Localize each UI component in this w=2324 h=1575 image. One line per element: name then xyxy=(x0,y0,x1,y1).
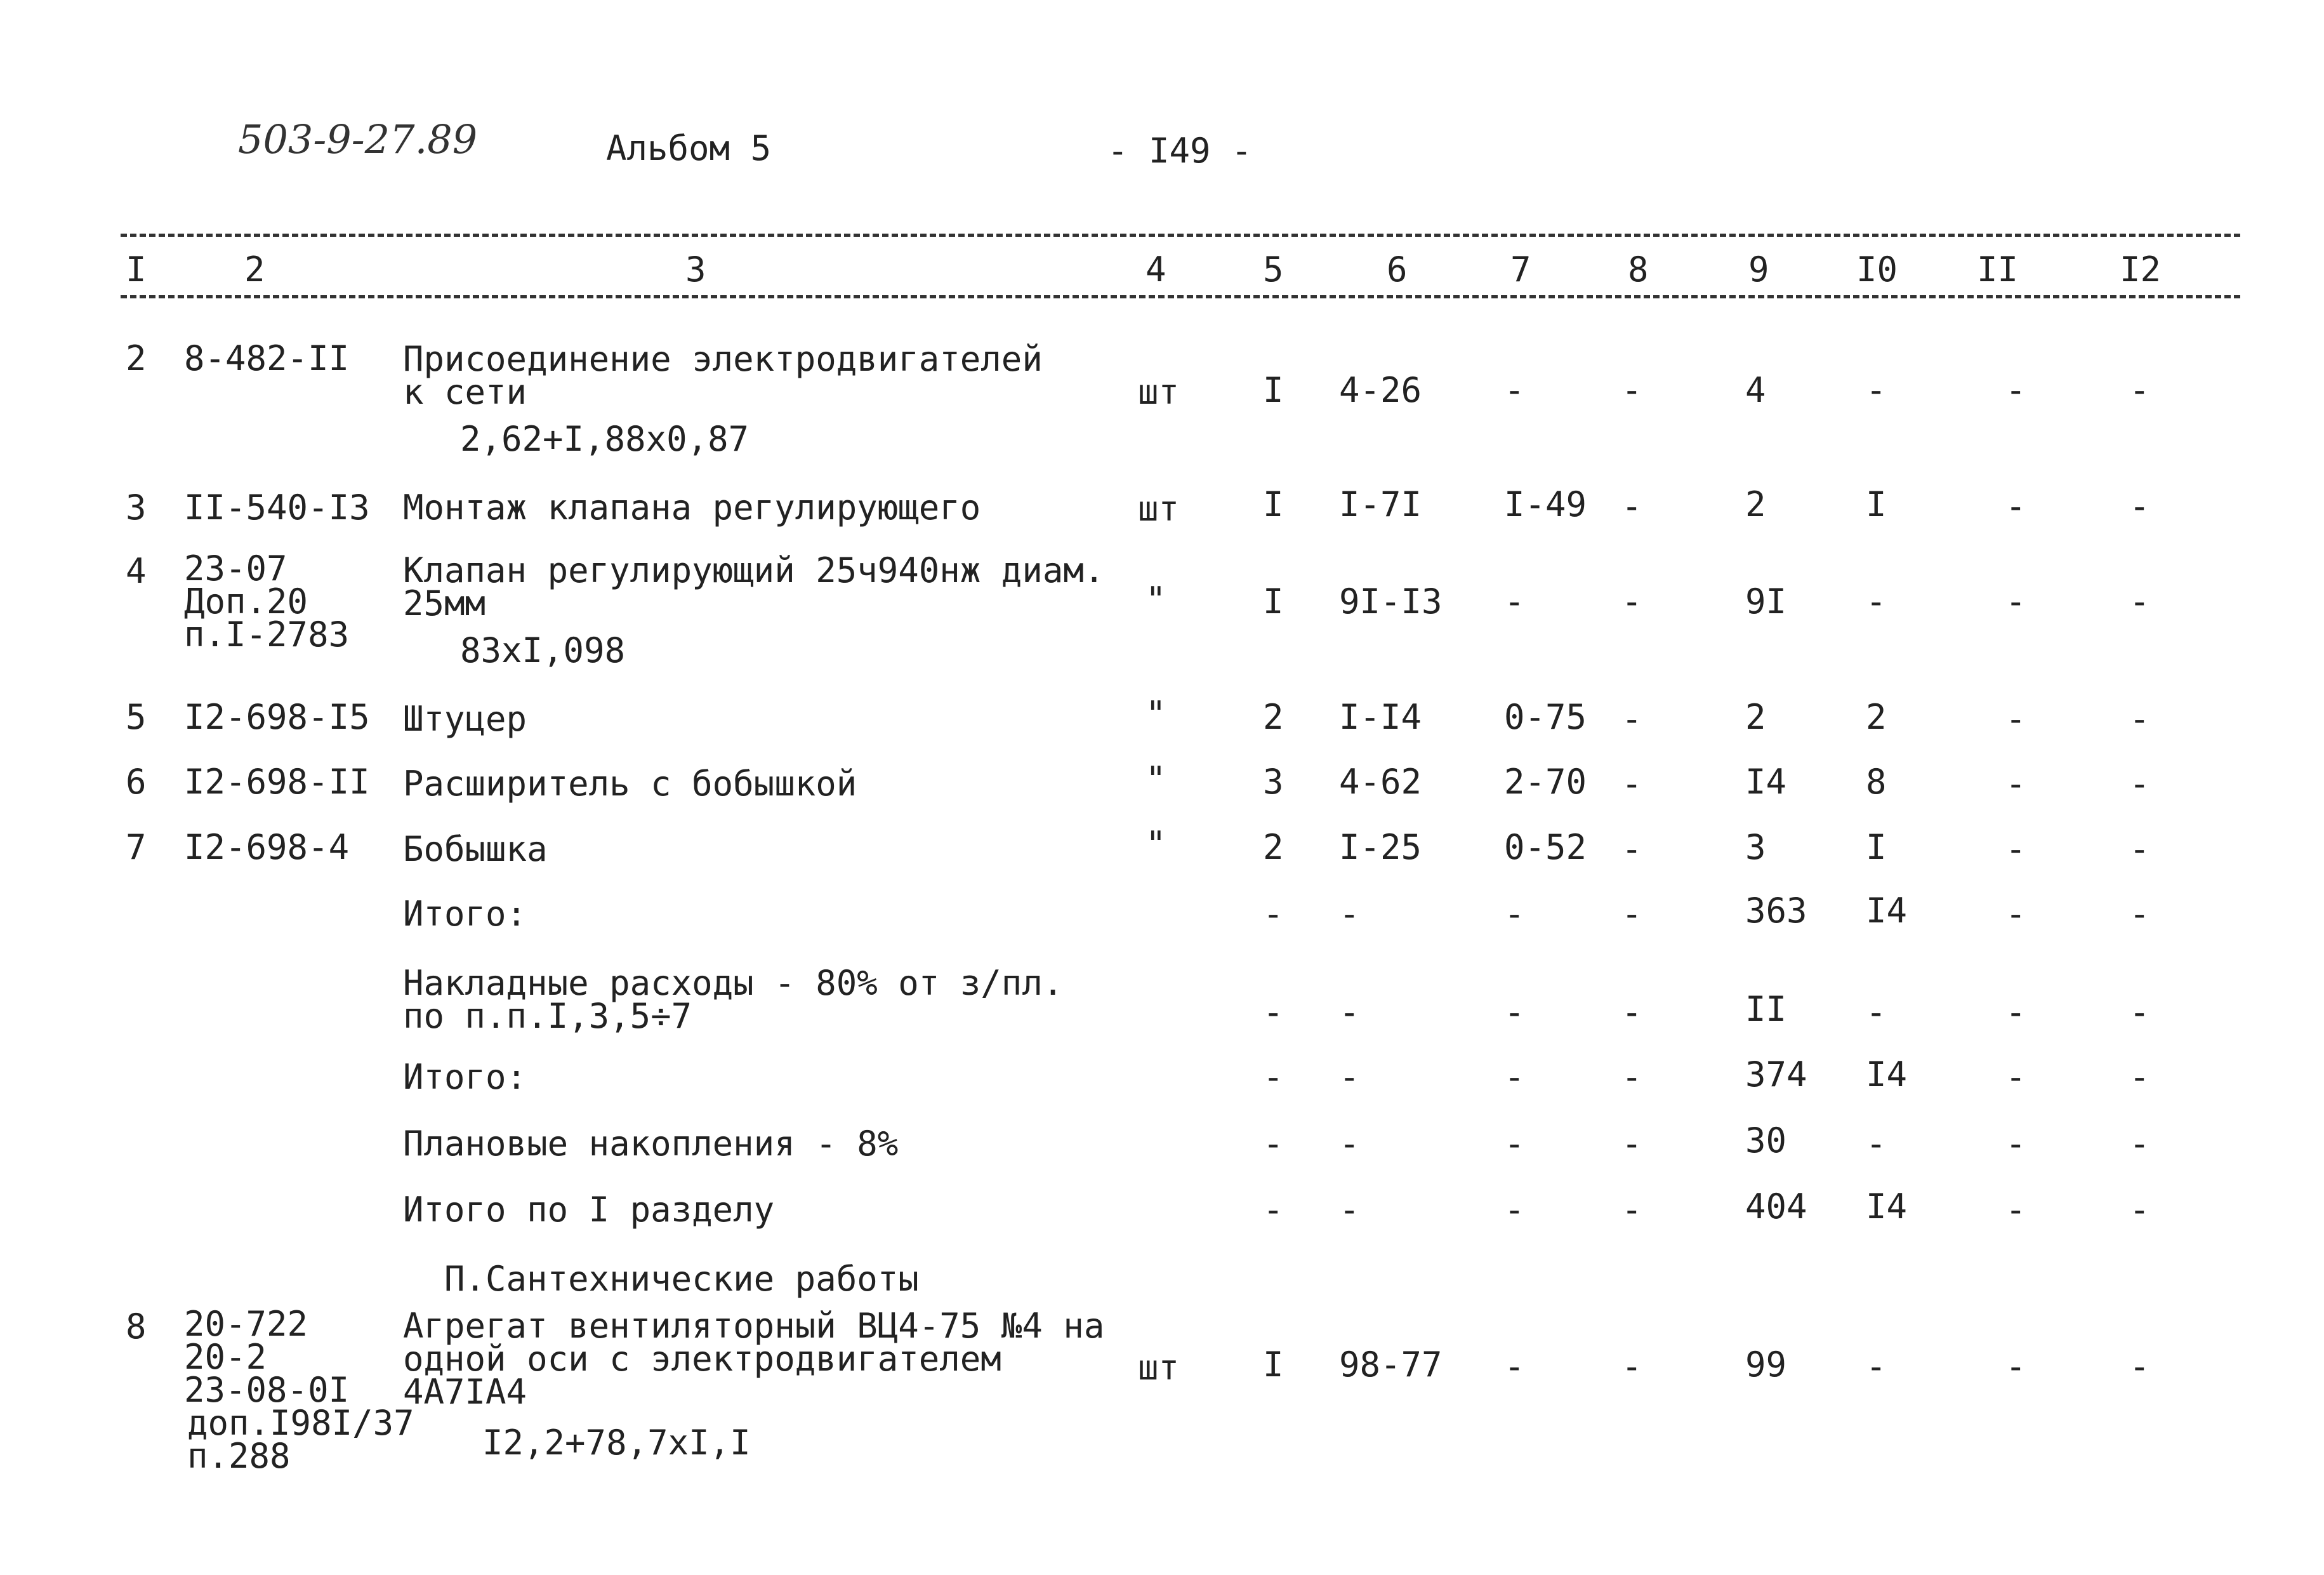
total-4-c6: - xyxy=(1339,1124,1360,1164)
total-2-c6: - xyxy=(1339,992,1360,1032)
total-3-c8: - xyxy=(1621,1057,1642,1097)
row-4-c6: I-I4 xyxy=(1339,697,1422,737)
row-3-c6: 9I-I3 xyxy=(1339,581,1443,621)
total-2-c5: - xyxy=(1263,992,1284,1032)
doc-code: 503-9-27.89 xyxy=(238,116,478,163)
row-8-c12: - xyxy=(2129,1346,2150,1386)
row-8-num: 8 xyxy=(126,1306,147,1346)
row-5-c6: 4-62 xyxy=(1339,762,1422,802)
row-5-c7: 2-70 xyxy=(1504,762,1587,802)
total-1-c12: - xyxy=(2129,894,2150,934)
row-4-c11: - xyxy=(2005,699,2026,739)
total-4-c9: 30 xyxy=(1745,1120,1787,1160)
total-5-c7: - xyxy=(1504,1190,1525,1230)
total-5-name: Итого по I разделу xyxy=(403,1190,775,1230)
row-4-c10: 2 xyxy=(1866,697,1887,737)
row-3-name: Клапан регулирующий 25ч940нж диам. 25мм xyxy=(403,550,1105,623)
row-6-c10: I xyxy=(1866,827,1887,867)
total-5-c9: 404 xyxy=(1745,1186,1807,1226)
total-5-c5: - xyxy=(1263,1190,1284,1230)
row-2-c12: - xyxy=(2129,486,2150,526)
total-4-c7: - xyxy=(1504,1124,1525,1164)
row-2-code: II-540-I3 xyxy=(184,488,370,528)
row-2-c5: I xyxy=(1263,484,1284,524)
row-8-unit: шт xyxy=(1138,1348,1180,1388)
row-8-c8: - xyxy=(1621,1346,1642,1386)
row-1-c5: I xyxy=(1263,370,1284,410)
row-4-c8: - xyxy=(1621,699,1642,739)
row-3-c12: - xyxy=(2129,581,2150,621)
col-header-2: 2 xyxy=(244,249,265,289)
row-1-c9: 4 xyxy=(1745,370,1766,410)
total-1-c5: - xyxy=(1263,894,1284,934)
total-1-c10: I4 xyxy=(1866,891,1908,931)
page-number: - I49 - xyxy=(1107,131,1252,171)
row-1-name: Присоединение электродвигателей к сети xyxy=(403,339,1043,412)
total-2-c10: - xyxy=(1866,992,1887,1032)
row-6-code: I2-698-4 xyxy=(184,827,350,867)
total-5-c11: - xyxy=(2005,1190,2026,1230)
row-4-name: Штуцер xyxy=(403,699,527,739)
row-1-c6: 4-26 xyxy=(1339,370,1422,410)
total-4-c10: - xyxy=(1866,1124,1887,1164)
row-4-c7: 0-75 xyxy=(1504,697,1587,737)
total-1-c7: - xyxy=(1504,894,1525,934)
row-2-c9: 2 xyxy=(1745,484,1766,524)
total-4-c11: - xyxy=(2005,1124,2026,1164)
row-2-name: Монтаж клапана регулирующего xyxy=(403,488,981,528)
row-1-num: 2 xyxy=(126,338,147,378)
col-header-3: 3 xyxy=(685,249,706,289)
row-1-code: 8-482-II xyxy=(184,338,350,378)
total-4-c8: - xyxy=(1621,1124,1642,1164)
row-3-c10: - xyxy=(1866,581,1887,621)
total-2-c7: - xyxy=(1504,992,1525,1032)
row-1-c7: - xyxy=(1504,370,1525,410)
row-3-c5: I xyxy=(1263,581,1284,621)
row-3-c9: 9I xyxy=(1745,581,1787,621)
row-4-unit: " xyxy=(1145,694,1166,734)
album-label: Альбом 5 xyxy=(606,128,772,168)
total-5-c12: - xyxy=(2129,1190,2150,1230)
row-5-c11: - xyxy=(2005,764,2026,804)
row-6-c11: - xyxy=(2005,829,2026,869)
row-8-formula: I2,2+78,7xI,I xyxy=(482,1423,751,1463)
col-header-9: 9 xyxy=(1748,249,1769,289)
row-8-c10: - xyxy=(1866,1346,1887,1386)
row-3-unit: " xyxy=(1145,580,1166,620)
row-3-num: 4 xyxy=(126,551,147,591)
row-5-unit: " xyxy=(1145,759,1166,799)
total-1-c9: 363 xyxy=(1745,891,1807,931)
total-4-name: Плановые накопления - 8% xyxy=(403,1124,899,1164)
total-4-c12: - xyxy=(2129,1124,2150,1164)
row-6-c12: - xyxy=(2129,829,2150,869)
total-3-name: Итого: xyxy=(403,1057,527,1097)
row-1-unit: шт xyxy=(1138,372,1180,412)
row-5-c9: I4 xyxy=(1745,762,1787,802)
row-1-c8: - xyxy=(1621,370,1642,410)
row-5-c10: 8 xyxy=(1866,762,1887,802)
total-1-c6: - xyxy=(1339,894,1360,934)
row-8-c7: - xyxy=(1504,1346,1525,1386)
col-header-4: 4 xyxy=(1145,249,1166,289)
row-6-num: 7 xyxy=(126,827,147,867)
row-6-c5: 2 xyxy=(1263,827,1284,867)
row-2-num: 3 xyxy=(126,488,147,528)
header-rule-top xyxy=(121,234,2240,237)
col-header-7: 7 xyxy=(1510,249,1531,289)
header-rule-bottom xyxy=(121,295,2240,298)
row-1-c11: - xyxy=(2005,370,2026,410)
row-6-c8: - xyxy=(1621,829,1642,869)
row-6-c9: 3 xyxy=(1745,827,1766,867)
row-2-c6: I-7I xyxy=(1339,484,1422,524)
row-4-c12: - xyxy=(2129,699,2150,739)
row-2-unit: шт xyxy=(1138,489,1180,529)
total-5-c6: - xyxy=(1339,1190,1360,1230)
total-2-c12: - xyxy=(2129,992,2150,1032)
row-4-c5: 2 xyxy=(1263,697,1284,737)
col-header-11: II xyxy=(1977,249,2019,289)
total-3-c10: I4 xyxy=(1866,1054,1908,1094)
row-1-c12: - xyxy=(2129,370,2150,410)
row-5-c5: 3 xyxy=(1263,762,1284,802)
total-1-c8: - xyxy=(1621,894,1642,934)
row-2-c10: I xyxy=(1866,484,1887,524)
row-5-name: Расширитель с бобышкой xyxy=(403,764,857,804)
col-header-6: 6 xyxy=(1387,249,1408,289)
total-3-c5: - xyxy=(1263,1057,1284,1097)
row-6-c7: 0-52 xyxy=(1504,827,1587,867)
col-header-10: I0 xyxy=(1856,249,1898,289)
row-3-c8: - xyxy=(1621,581,1642,621)
row-8-code-extra: доп.I98I/37 п.288 xyxy=(187,1403,414,1476)
row-6-name: Бобышка xyxy=(403,829,548,869)
col-header-5: 5 xyxy=(1263,249,1284,289)
row-2-c11: - xyxy=(2005,486,2026,526)
total-3-c11: - xyxy=(2005,1057,2026,1097)
row-8-c6: 98-77 xyxy=(1339,1345,1443,1385)
row-4-c9: 2 xyxy=(1745,697,1766,737)
row-6-c6: I-25 xyxy=(1339,827,1422,867)
col-header-1: I xyxy=(126,249,147,289)
total-4-c5: - xyxy=(1263,1124,1284,1164)
row-4-code: I2-698-I5 xyxy=(184,697,370,737)
row-3-formula: 83xI,098 xyxy=(460,630,626,670)
row-8-c11: - xyxy=(2005,1346,2026,1386)
total-2-c8: - xyxy=(1621,992,1642,1032)
total-5-c8: - xyxy=(1621,1190,1642,1230)
col-header-12: I2 xyxy=(2120,249,2162,289)
row-6-unit: " xyxy=(1145,824,1166,864)
row-8-c5: I xyxy=(1263,1345,1284,1385)
row-5-code: I2-698-II xyxy=(184,762,370,802)
section-2-title: П.Сантехнические работы xyxy=(444,1259,919,1299)
total-3-c7: - xyxy=(1504,1057,1525,1097)
total-1-name: Итого: xyxy=(403,894,527,934)
row-2-c8: - xyxy=(1621,486,1642,526)
row-8-name: Агрегат вентиляторный ВЦ4-75 №4 на одной оси с электродвигателем 4А7IА4 xyxy=(403,1306,1105,1412)
row-5-num: 6 xyxy=(126,762,147,802)
total-2-c11: - xyxy=(2005,992,2026,1032)
row-3-c7: - xyxy=(1504,581,1525,621)
total-5-c10: I4 xyxy=(1866,1186,1908,1226)
total-1-c11: - xyxy=(2005,894,2026,934)
total-3-c12: - xyxy=(2129,1057,2150,1097)
row-5-c12: - xyxy=(2129,764,2150,804)
total-3-c9: 374 xyxy=(1745,1054,1807,1094)
row-8-c9: 99 xyxy=(1745,1345,1787,1385)
row-2-c7: I-49 xyxy=(1504,484,1587,524)
col-header-8: 8 xyxy=(1628,249,1649,289)
total-2-c9: II xyxy=(1745,989,1787,1029)
row-5-c8: - xyxy=(1621,764,1642,804)
total-2-name: Накладные расходы - 80% от з/пл. по п.п.I,3,5÷7 xyxy=(403,963,1064,1036)
row-1-c10: - xyxy=(1866,370,1887,410)
row-8-code: 20-722 20-2 23-08-0I xyxy=(184,1304,350,1410)
row-4-num: 5 xyxy=(126,697,147,737)
row-3-c11: - xyxy=(2005,581,2026,621)
row-3-code: 23-07 Доп.20 п.I-2783 xyxy=(184,548,350,655)
row-1-formula: 2,62+I,88x0,87 xyxy=(460,419,749,459)
total-3-c6: - xyxy=(1339,1057,1360,1097)
